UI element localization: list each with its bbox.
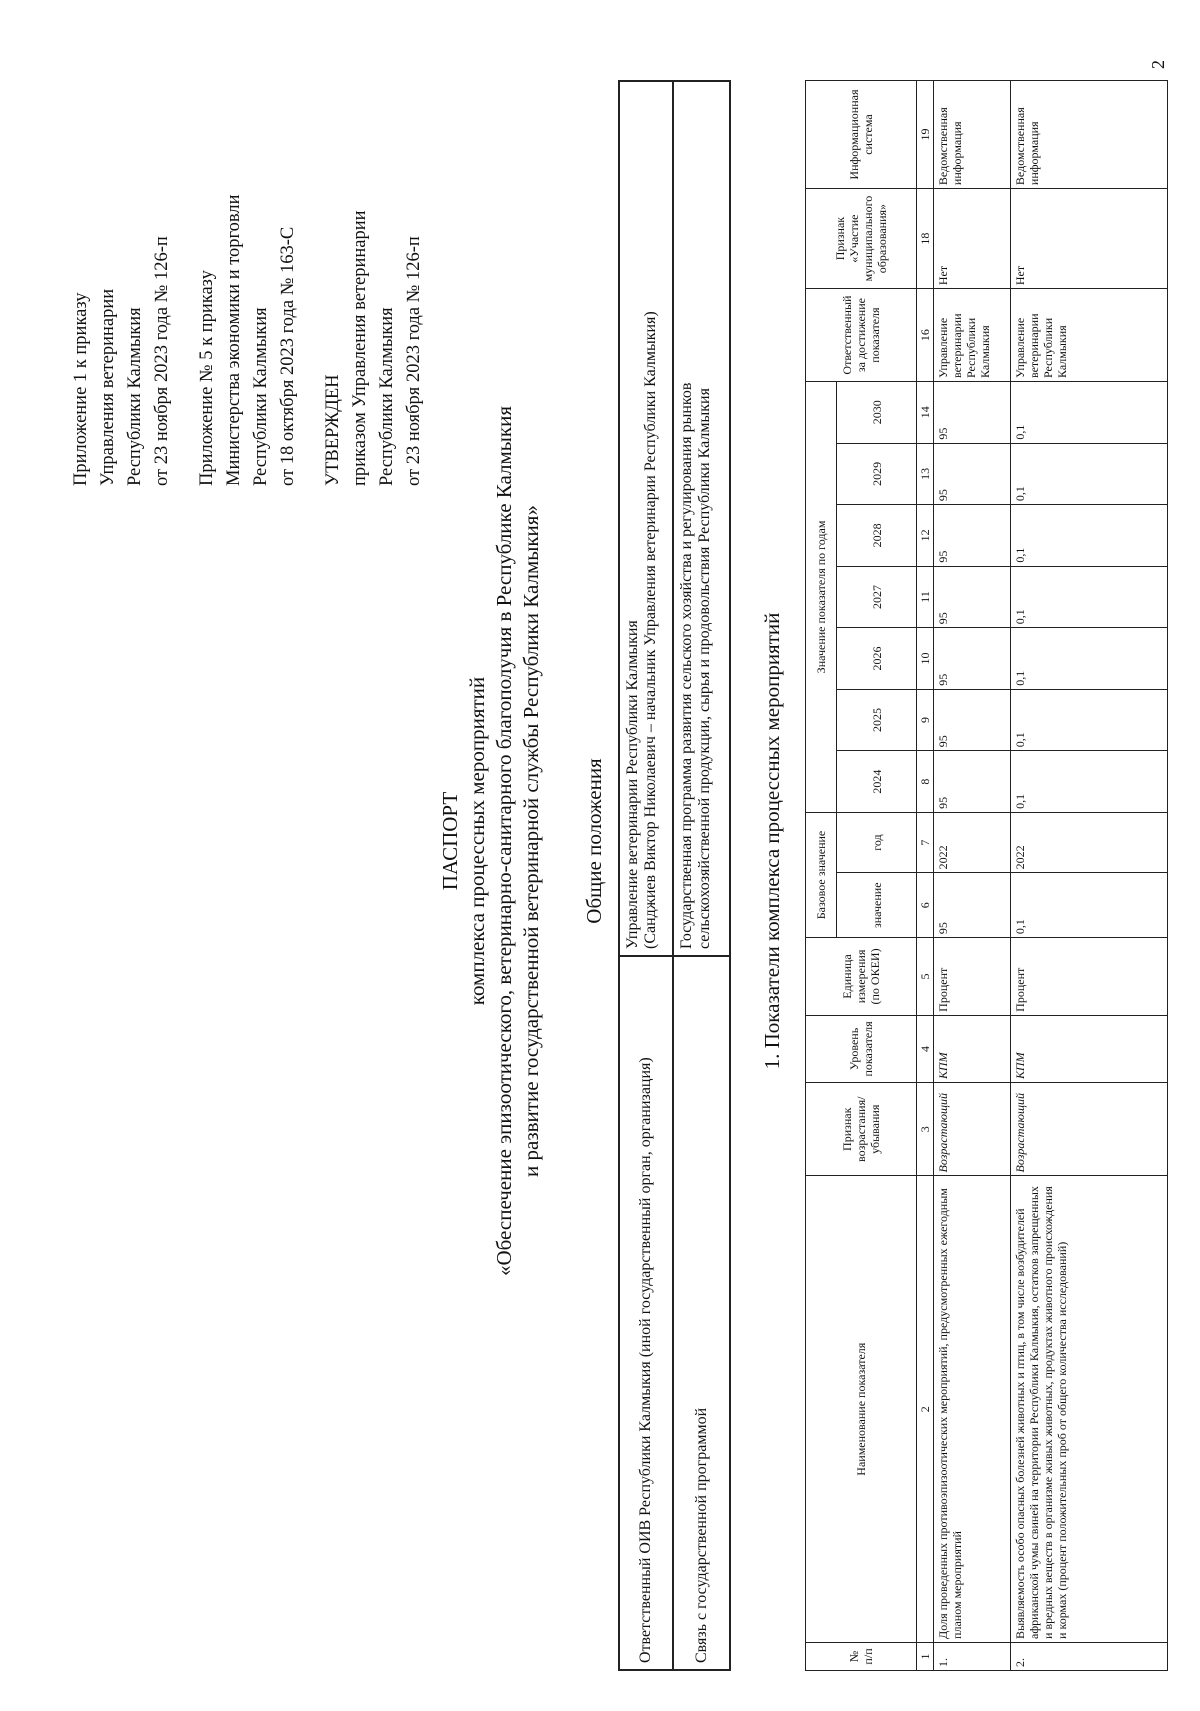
general-label: Связь с государственной программой [673,956,730,1670]
column-number: 18 [917,189,934,289]
header-trend: Признак возрастания/ убывания [806,1083,917,1176]
column-number: 11 [917,566,934,628]
indicator-info-system: Ведомственная информация [934,81,1011,189]
indicator-year-value: 0,1 [1011,751,1168,813]
column-number: 19 [917,81,934,189]
approval-line: от 18 октября 2023 года № 163-С [278,226,298,486]
general-value-line: сельскохозяйственной продукции, сырья и продовольствия Республики Калмыкия [696,388,713,949]
column-number: 2 [917,1176,934,1642]
general-provisions-table [618,80,731,1671]
indicator-base-value: 95 [934,873,1011,938]
indicator-year-value: 0,1 [1011,505,1168,567]
header-year: 2029 [837,443,917,505]
header-num: № п/п [806,1642,917,1670]
column-number: 7 [917,812,934,872]
approval-line: Республики Калмыкия [125,307,145,486]
approval-block-2 [194,6,302,486]
column-number: 5 [917,938,934,1016]
indicator-num: 1. [934,1642,1011,1670]
general-value [619,81,673,956]
indicator-year-value: 0,1 [1011,689,1168,751]
header-year: 2028 [837,505,917,567]
document-title: ПАСПОРТ [438,791,462,891]
header-year: 2026 [837,628,917,690]
approval-line: УТВЕРЖДЕН [323,374,343,486]
column-number: 13 [917,443,934,505]
indicator-year-value: 95 [934,505,1011,567]
indicator-row [934,81,1011,1671]
indicator-responsible: Управление ветеринарии Республики Калмыкия [1011,289,1168,382]
general-value-line: Государственная программа развития сельского хозяйства и регулирования рынков [678,382,695,949]
approval-line: Приложение 1 к приказу [71,292,91,486]
general-value [673,81,730,956]
indicator-num: 2. [1011,1642,1168,1670]
indicator-base-value: 0,1 [1011,873,1168,938]
approval-line: приказом Управления ветеринарии [350,210,370,486]
column-number: 12 [917,505,934,567]
indicator-name: Доля проведенных противоэпизоотических мероприятий, предусмотренных ежегодным планом мероприятий [934,1176,1011,1642]
header-name: Наименование показателя [806,1176,917,1642]
general-row [673,81,730,1670]
page-number: 2 [1148,60,1168,69]
general-label: Ответственный ОИВ Республики Калмыкия (иной государственный орган, организация) [619,956,673,1670]
approval-line: Министерства экономики и торговли [224,194,244,486]
column-number: 4 [917,1015,934,1082]
indicator-year-value: 0,1 [1011,443,1168,505]
approval-block-3 [320,6,428,486]
indicator-info-system: Ведомственная информация [1011,81,1168,189]
approval-line: Республики Калмыкия [251,307,271,486]
header-responsible: Ответственный за достижение показателя [806,289,917,382]
indicator-year-value: 95 [934,382,1011,444]
indicator-year-value: 95 [934,689,1011,751]
header-years-group: Значение показателя по годам [806,382,837,813]
header-year: 2024 [837,751,917,813]
column-number: 9 [917,689,934,751]
indicators-section-title: 1. Показатели комплекса процессных мероприятий [760,612,784,1070]
column-number: 14 [917,382,934,444]
column-number: 3 [917,1083,934,1176]
column-number-row [917,81,934,1671]
document-subtitle: комплекса процессных мероприятий [465,676,489,1006]
approval-line: от 23 ноября 2023 года № 126-п [404,236,424,486]
indicator-unit: Процент [1011,938,1168,1016]
header-unit: Единица измерения (по ОКЕИ) [806,938,917,1016]
indicator-year-value: 0,1 [1011,628,1168,690]
general-value-line: (Санджиев Виктор Николаевич – начальник Управления ветеринарии Республики Калмыкия) [642,311,659,949]
indicator-year-value: 0,1 [1011,566,1168,628]
column-number: 8 [917,751,934,813]
indicator-trend: Возрастающий [1011,1083,1168,1176]
header-year: 2027 [837,566,917,628]
header-base-value: значение [837,873,917,938]
indicator-year-value: 95 [934,628,1011,690]
column-number: 1 [917,1642,934,1670]
approval-line: от 23 ноября 2023 года № 126-п [152,236,172,486]
indicator-municipal: Нет [1011,189,1168,289]
approval-line: Приложение № 5 к приказу [197,270,217,486]
header-info-system: Информационная система [806,81,917,189]
document-header [437,191,545,1491]
indicator-base-year: 2022 [934,812,1011,872]
indicator-trend: Возрастающий [934,1083,1011,1176]
indicator-year-value: 95 [934,751,1011,813]
header-year: 2030 [837,382,917,444]
indicator-year-value: 0,1 [1011,382,1168,444]
indicator-year-value: 95 [934,443,1011,505]
approval-stamps [68,6,446,486]
header-base-group: Базовое значение [806,812,837,937]
general-section-title: Общие положения [582,758,606,924]
column-number: 10 [917,628,934,690]
column-number: 6 [917,873,934,938]
indicator-base-year: 2022 [1011,812,1168,872]
general-row [619,81,673,1670]
program-name-line-1: «Обеспечение эпизоотического, ветеринарно-санитарного благополучия в Республике Калмыкия [492,405,516,1277]
header-municipal: Признак «Участие муниципального образования» [806,189,917,289]
header-year: 2025 [837,689,917,751]
indicator-level: КПМ [934,1015,1011,1082]
indicator-level: КПМ [1011,1015,1168,1082]
header-row-1 [806,81,837,1671]
indicators-table [805,80,1168,1671]
indicator-row [1011,81,1168,1671]
approval-block-1 [68,6,176,486]
program-name-line-2: и развитие государственной ветеринарной службы Республики Калмыкия» [519,505,543,1177]
header-base-year: год [837,812,917,872]
indicator-unit: Процент [934,938,1011,1016]
column-number: 16 [917,289,934,382]
indicator-year-value: 95 [934,566,1011,628]
indicator-municipal: Нет [934,189,1011,289]
header-level: Уровень показателя [806,1015,917,1082]
general-value-line: Управление ветеринарии Республики Калмыкия [624,620,641,949]
approval-line: Управления ветеринарии [98,288,118,486]
approval-line: Республики Калмыкия [377,307,397,486]
indicator-responsible: Управление ветеринарии Республики Калмыкия [934,289,1011,382]
indicator-name: Выявляемость особо опасных болезней животных и птиц, в том числе возбудителей африканской чумы свиней на территории Республики Калмыкия, остатков запрещенных и вредных веществ в организме живых животных, продуктах животного происхождения и кормах (процент положительных проб от общего количества исследований) [1011,1176,1168,1642]
